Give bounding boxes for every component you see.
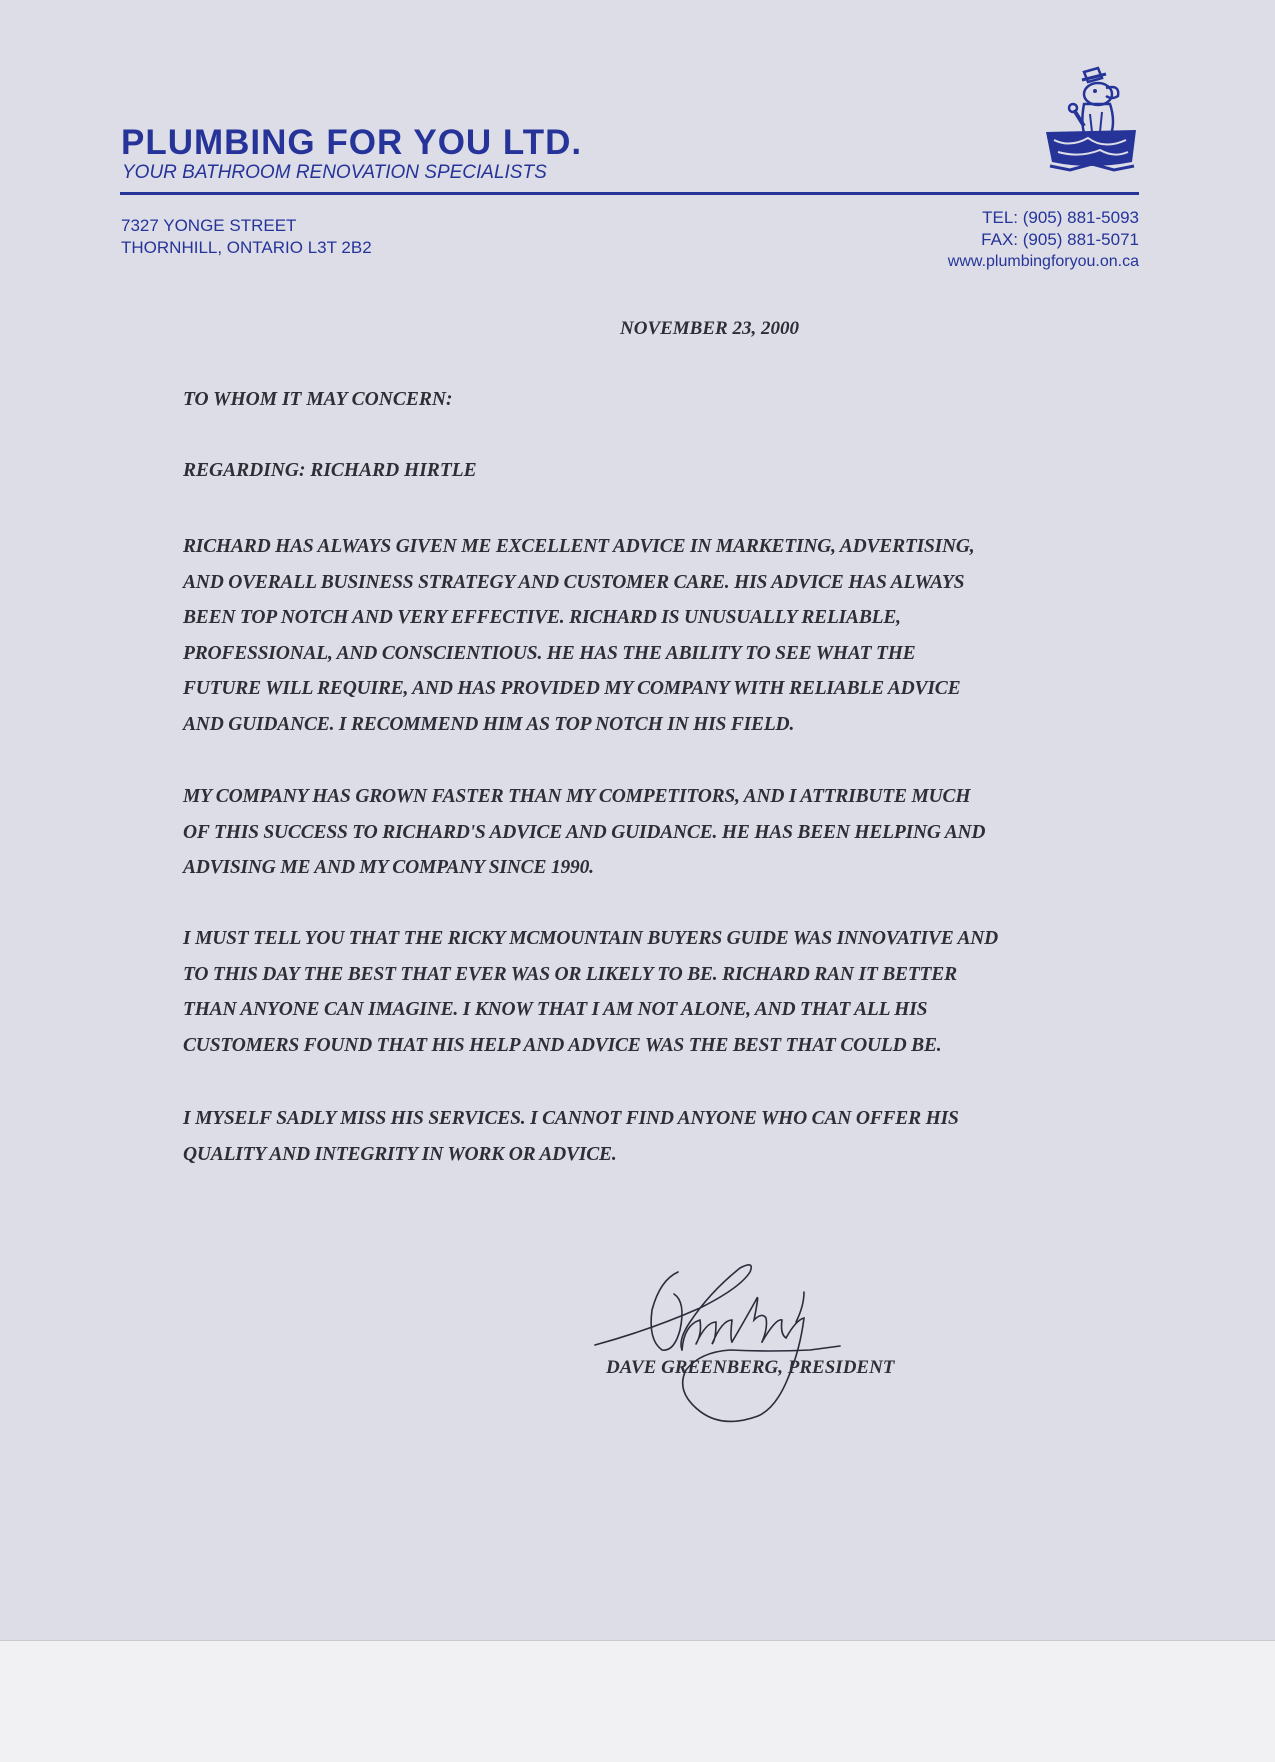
paragraph-line: AND OVERALL BUSINESS STRATEGY AND CUSTOMER CARE. HIS ADVICE HAS ALWAYS xyxy=(183,571,965,593)
company-contact xyxy=(948,207,1139,273)
paragraph-line: QUALITY AND INTEGRITY IN WORK OR ADVICE. xyxy=(183,1143,617,1165)
paragraph-line: CUSTOMERS FOUND THAT HIS HELP AND ADVICE WAS THE BEST THAT COULD BE. xyxy=(183,1034,942,1056)
website-url: www.plumbingforyou.on.ca xyxy=(947,253,1139,270)
company-address xyxy=(121,215,372,259)
letter-date: NOVEMBER 23, 2000 xyxy=(620,318,799,339)
plumber-mascot-icon xyxy=(1040,66,1140,180)
paragraph-line: RICHARD HAS ALWAYS GIVEN ME EXCELLENT ADVICE IN MARKETING, ADVERTISING, xyxy=(183,536,975,557)
letterhead-rule xyxy=(120,192,1139,195)
paragraph-line: TO THIS DAY THE BEST THAT EVER WAS OR LIKELY TO BE. RICHARD RAN IT BETTER xyxy=(183,963,957,985)
paragraph-3 xyxy=(183,921,1133,1063)
paragraph-line: OF THIS SUCCESS TO RICHARD'S ADVICE AND GUIDANCE. HE HAS BEEN HELPING AND xyxy=(183,821,986,843)
company-name: PLUMBING FOR YOU LTD. xyxy=(121,123,583,162)
address-city: THORNHILL, ONTARIO L3T 2B2 xyxy=(121,238,372,257)
paragraph-line: AND GUIDANCE. I RECOMMEND HIM AS TOP NOTCH IN HIS FIELD. xyxy=(183,713,795,735)
salutation: TO WHOM IT MAY CONCERN: xyxy=(183,389,453,410)
paragraph-line: BEEN TOP NOTCH AND VERY EFFECTIVE. RICHARD IS UNUSUALLY RELIABLE, xyxy=(183,607,901,628)
paragraph-line: I MYSELF SADLY MISS HIS SERVICES. I CANNOT FIND ANYONE WHO CAN OFFER HIS xyxy=(183,1108,959,1129)
paragraph-1 xyxy=(183,529,1133,742)
paragraph-4 xyxy=(183,1101,1133,1172)
paragraph-line: ADVISING ME AND MY COMPANY SINCE 1990. xyxy=(183,857,594,878)
paragraph-line: I MUST TELL YOU THAT THE RICKY MCMOUNTAIN BUYERS GUIDE WAS INNOVATIVE AND xyxy=(183,928,999,949)
phone-number: TEL: (905) 881-5093 xyxy=(982,208,1139,227)
paragraph-2 xyxy=(183,779,1133,886)
paragraph-line: THAN ANYONE CAN IMAGINE. I KNOW THAT I AM NOT ALONE, AND THAT ALL HIS xyxy=(183,999,928,1020)
paragraph-line: PROFESSIONAL, AND CONSCIENTIOUS. HE HAS THE ABILITY TO SEE WHAT THE xyxy=(183,642,916,664)
fax-number: FAX: (905) 881-5071 xyxy=(981,230,1139,249)
address-street: 7327 YONGE STREET xyxy=(121,216,297,235)
handwritten-signature xyxy=(590,1210,890,1430)
paragraph-line: FUTURE WILL REQUIRE, AND HAS PROVIDED MY COMPANY WITH RELIABLE ADVICE xyxy=(183,678,961,699)
signer-name: DAVE GREENBERG, PRESIDENT xyxy=(606,1357,895,1378)
regarding-line: REGARDING: RICHARD HIRTLE xyxy=(183,460,477,481)
paragraph-line: MY COMPANY HAS GROWN FASTER THAN MY COMPETITORS, AND I ATTRIBUTE MUCH xyxy=(183,786,971,807)
company-tagline: YOUR BATHROOM RENOVATION SPECIALISTS xyxy=(122,162,547,183)
